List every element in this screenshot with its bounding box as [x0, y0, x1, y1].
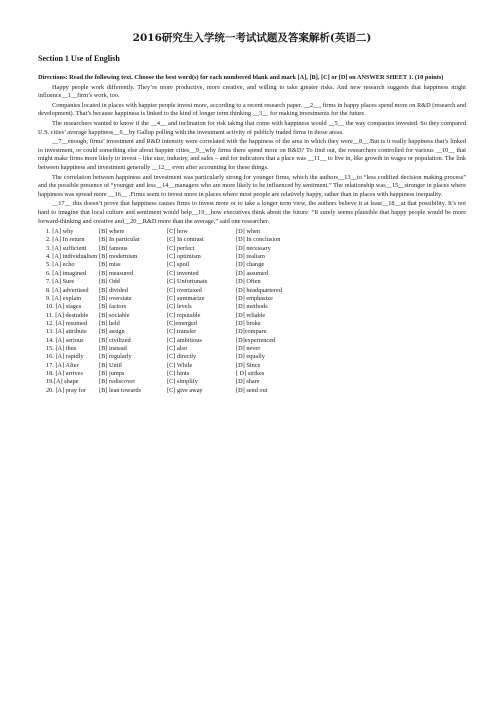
option-row — [38, 236, 466, 244]
option-c: [C] spoil — [167, 261, 190, 269]
option-c: [C] summarize — [167, 294, 205, 302]
option-row — [38, 378, 466, 386]
option-a: 18. [A] arrives — [46, 369, 83, 377]
option-b: [B] regularly — [99, 353, 132, 361]
option-row — [38, 303, 466, 311]
option-a: 3. [A] sufficient — [46, 244, 87, 252]
option-a: 4. [A] individualism — [46, 253, 98, 261]
option-b: [B] measured — [99, 269, 134, 277]
option-a: 6. [A] imagined — [46, 269, 87, 277]
option-b: [B] lean towards — [99, 386, 141, 394]
option-c: [C] reputable — [167, 311, 201, 319]
passage-paragraph: The correlation between happiness and investment was particularly strong for younger firms, which the authors__13__to “less codified decision making process” and the possible presence of “younger and less__14__managers who are more likely to be influenced by sentiment.” The relationship was__15__stronger in places where happiness was spread more __16__ .Firms seem to invest more in places where most people are relatively happy, rather than in places with happiness inequality. — [38, 173, 466, 198]
option-c: [C] While — [167, 361, 193, 369]
exam-page — [38, 32, 466, 395]
option-c: [C]emerged — [167, 319, 197, 327]
option-row — [38, 328, 466, 336]
option-d: [D] share — [236, 378, 260, 386]
option-a: 8. [A] advertised — [46, 286, 89, 294]
option-a: 5. [A] echo — [46, 261, 75, 269]
option-c: [C] In contrast — [167, 236, 204, 244]
option-row — [38, 362, 466, 370]
option-b: [B] instead — [99, 344, 127, 352]
answer-options — [38, 228, 466, 395]
option-row — [38, 261, 466, 269]
option-b: [B] miss — [99, 261, 121, 269]
option-c: [C] ambitious — [167, 336, 202, 344]
option-d: [D] headquartered — [236, 286, 282, 294]
passage-paragraph: __7__enough, firms’ investment and R&D intensity were correlated with the happiness of the area in which they were__8__.But is it really happiness that’s linked to investment, or could something else about happier cities__9__why firms there spend more on R&D? To find out, the researchers controlled for various __10__ that might make firms more likely to invest – like size, industry, and sales – and for indicators that a place was __11__ to live in, like growth in wages or population. The link between happiness and investment generally __12__ even after accounting for these things. — [38, 138, 466, 171]
option-d: [D] equally — [236, 353, 265, 361]
option-d: [D] emphasize — [236, 294, 273, 302]
option-d: [D]compare — [236, 328, 267, 336]
option-b: [B] Odd — [99, 278, 120, 286]
option-a: 2. [A] In return — [46, 236, 85, 244]
option-c: [C] directly — [167, 353, 197, 361]
option-a: 9. [A] explain — [46, 294, 82, 302]
option-b: [B] rediscover — [99, 378, 136, 386]
option-a: 13. [A] attribute — [46, 328, 87, 336]
option-row — [38, 245, 466, 253]
option-row — [38, 278, 466, 286]
option-a: 10. [A] stages — [46, 303, 82, 311]
option-d: [D] send out — [236, 386, 268, 394]
option-c: [C] simplify — [167, 378, 198, 386]
option-a: 20. [A] pray for — [46, 386, 86, 394]
option-a: 16. [A] rapidly — [46, 353, 84, 361]
section-heading: Section 1 Use of English — [38, 54, 120, 63]
directions-text: Directions: Read the following text. Choose the best word(s) for each numbered blank and mark [A], [B], [C] or [D] on ANSWER SHEET 1. (10 points) — [38, 74, 444, 81]
option-row — [38, 287, 466, 295]
option-c: [C] hints — [167, 369, 190, 377]
option-row — [38, 312, 466, 320]
option-b: [B] held — [99, 319, 120, 327]
passage-paragraph: Happy people work differently. They’re more productive, more creative, and willing to take greater risks. And new research suggests that happiness might influence__1__firm’s work, too. — [38, 83, 466, 100]
option-b: [B] assign — [99, 328, 125, 336]
option-a: 11. [A] desirable — [46, 311, 89, 319]
option-c: [C] how — [167, 228, 188, 236]
option-a: 1. [A] why — [46, 228, 74, 236]
option-d: [D] when — [236, 228, 260, 236]
passage-paragraph: Companies located in places with happier people invest more, according to a recent research paper. __2__, firms in happy places spend more on R&D (research and development). That’s because happiness is linked to the kind of longer term thinking __3__ for making investments for the future. — [38, 101, 466, 118]
option-d: [D] Since — [236, 361, 261, 369]
option-c: [C] give away — [167, 386, 203, 394]
option-b: [B] famous — [99, 244, 128, 252]
option-c: [C] perfect — [167, 244, 195, 252]
passage — [38, 84, 466, 227]
option-a: 7. [A] Sure — [46, 278, 75, 286]
option-row — [38, 270, 466, 278]
option-row — [38, 228, 466, 236]
option-row — [38, 295, 466, 303]
option-d: [D] methods — [236, 303, 268, 311]
option-d: [D] change — [236, 261, 265, 269]
option-d: [D] In conclusion — [236, 236, 281, 244]
option-a: 14. [A] serious — [46, 336, 84, 344]
option-b: [B] sociable — [99, 311, 130, 319]
option-b: [B] factors — [99, 303, 127, 311]
option-a: 15. [A] thus — [46, 344, 77, 352]
option-d: [D] broke — [236, 319, 261, 327]
option-a: 19.[A] shape — [46, 378, 79, 386]
option-c: [C] Unfortunate — [167, 278, 208, 286]
option-b: [B] modernism — [99, 253, 138, 261]
option-d: [D]experienced — [236, 336, 276, 344]
option-row — [38, 337, 466, 345]
option-c: [C] also — [167, 344, 188, 352]
option-c: [C] overtaxed — [167, 286, 202, 294]
option-row — [38, 370, 466, 378]
passage-paragraph: The researchers wanted to know if the __4__ and inclination for risk taking that come with happiness would __5__ the way companies invested. So they compared U.S. cities’ average happiness__6__by Gallup polling with the investment activity of publicly traded firms in those areas. — [38, 119, 466, 136]
option-d: [D] Often — [236, 278, 261, 286]
passage-paragraph: __17__ this doesn’t prove that happiness causes firms to invest more or to take a longer term view, the authors believe it at least__18__at that possibility. It’s not hard to imagine that local culture and sentiment would help__19__how executives think about the future. “It surely seems plausible that happy people would be more forward-thinking and creative and__20__R&D more than the average,” said one researcher. — [38, 200, 466, 225]
option-b: [B] civilized — [99, 336, 131, 344]
option-c: [C] invented — [167, 269, 199, 277]
option-d: [D] assumed — [236, 269, 269, 277]
option-row — [38, 387, 466, 395]
option-b: [B] overstate — [99, 294, 132, 302]
option-c: [C] optimism — [167, 253, 201, 261]
option-d: [D] reliable — [236, 311, 266, 319]
option-b: [B] where — [99, 228, 125, 236]
option-c: [C] transfer — [167, 328, 197, 336]
option-row — [38, 320, 466, 328]
option-row — [38, 345, 466, 353]
option-c: [C] levels — [167, 303, 192, 311]
page-title: 2016研究生入学统一考试试题及答案解析(英语二) — [132, 32, 372, 44]
option-row — [38, 253, 466, 261]
option-row — [38, 353, 466, 361]
option-b: [B] divided — [99, 286, 128, 294]
option-b: [B] jumps — [99, 369, 125, 377]
option-d: [D] never — [236, 344, 261, 352]
option-a: 12. [A] resumed — [46, 319, 88, 327]
option-d: [D] realism — [236, 253, 265, 261]
option-b: [B] Until — [99, 361, 122, 369]
option-d: [D] necessary — [236, 244, 271, 252]
option-b: [B] In particular — [99, 236, 140, 244]
option-a: 17. [A] After — [46, 361, 79, 369]
option-d: [ D] strikes — [236, 369, 265, 377]
